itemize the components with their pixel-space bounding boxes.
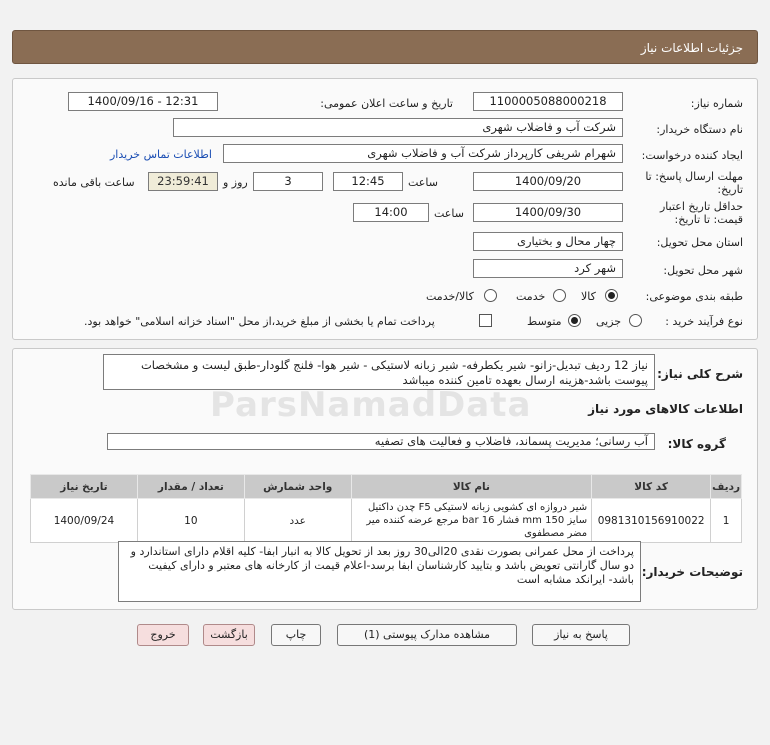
process-label: نوع فرآیند خرید :	[665, 315, 743, 328]
cell-date: 1400/09/24	[31, 499, 138, 543]
deadline-label-2: تاریخ:	[717, 183, 743, 196]
page-title: جزئیات اطلاعات نیاز	[640, 41, 743, 55]
goods-group-field: آب رسانی؛ مدیریت پسماند، فاضلاب و فعالیت های تصفیه	[107, 433, 655, 450]
goods-group-label: گروه کالا:	[667, 437, 726, 451]
process-option-minor: جزیی	[596, 315, 622, 328]
treasury-payment-checkbox[interactable]	[479, 314, 492, 327]
announce-label: تاریخ و ساعت اعلان عمومی:	[320, 97, 453, 110]
validity-time-label: ساعت	[434, 207, 464, 220]
cell-qty: 10	[137, 499, 244, 543]
col-unit: واحد شمارش	[244, 475, 351, 499]
need-number-label: شماره نیاز:	[690, 97, 743, 110]
col-qty: تعداد / مقدار	[137, 475, 244, 499]
col-code: کد کالا	[592, 475, 711, 499]
buyer-notes-label: توضیحات خریدار:	[641, 565, 743, 579]
col-date: تاریخ نیاز	[31, 475, 138, 499]
category-radio-goods[interactable]	[605, 289, 618, 302]
province-label: استان محل تحویل:	[656, 236, 743, 249]
general-desc-field: نیاز 12 ردیف تبدیل-زانو- شیر یکطرفه- شیر زبانه لاستیکی - شیر هوا- فلنج گلودار-طبق لیست و مشخصات پیوست باشد-هزینه ارسال بعهده تامین کننده میباشد	[103, 354, 655, 390]
validity-label-2: قیمت: تا تاریخ:	[674, 213, 743, 226]
category-option-service: خدمت	[516, 290, 546, 303]
process-radio-minor[interactable]	[629, 314, 642, 327]
deadline-time-label: ساعت	[408, 176, 438, 189]
need-number-field: 1100005088000218	[473, 92, 623, 111]
category-option-goods: کالا	[581, 290, 596, 303]
announce-field: 1400/09/16 - 12:31	[68, 92, 218, 111]
remaining-time-field: 23:59:41	[148, 172, 218, 191]
remaining-label: ساعت باقی مانده	[53, 176, 135, 189]
attachments-button[interactable]: مشاهده مدارک پیوستی (1)	[337, 624, 517, 646]
treasury-payment-note: پرداخت تمام یا بخشی از مبلغ خرید،از محل "اسناد خزانه اسلامی" خواهد بود.	[84, 315, 435, 328]
table-row	[31, 499, 742, 543]
validity-label-1: حداقل تاریخ اعتبار	[659, 200, 743, 213]
cell-unit: عدد	[244, 499, 351, 543]
watermark: ParsNamadData	[210, 385, 532, 425]
city-field: شهر کرد	[473, 259, 623, 278]
general-desc-label: شرح کلی نیاز:	[657, 367, 743, 381]
validity-date-field: 1400/09/30	[473, 203, 623, 222]
deadline-time-field: 12:45	[333, 172, 403, 191]
city-label: شهر محل تحویل:	[663, 264, 743, 277]
process-option-medium: متوسط	[527, 315, 562, 328]
category-option-both: کالا/خدمت	[426, 290, 474, 303]
category-radio-service[interactable]	[553, 289, 566, 302]
creator-label: ایجاد کننده درخواست:	[641, 149, 743, 162]
cell-name: شیر دروازه ای کشویی زبانه لاستیکی F5 چدن داکتیل سایز 150 mm فشار 16 bar مرجع عرضه کننده میر مضر مصطفوی	[351, 499, 591, 543]
buyer-label: نام دستگاه خریدار:	[656, 123, 743, 136]
reply-button[interactable]: پاسخ به نیاز	[532, 624, 630, 646]
process-radio-medium[interactable]	[568, 314, 581, 327]
page-header	[12, 30, 758, 64]
buyer-notes-field: پرداخت از محل عمرانی بصورت نقدی 20الی30 روز بعد از تحویل کالا به انبار ابفا- کلیه اقلام دارای استاندارد و دو سال گارانتی تعویض باشد و بتایید کارشناسان ابفا برسد-اعلام قیمت از کارخانه های معتبر و دارای کیفیت باشد- ایرانکد مشابه است	[118, 541, 641, 602]
province-field: چهار محال و بختیاری	[473, 232, 623, 251]
deadline-label-1: مهلت ارسال پاسخ: تا	[645, 170, 743, 183]
col-row: ردیف	[711, 475, 742, 499]
days-field: 3	[253, 172, 323, 191]
validity-time-field: 14:00	[353, 203, 429, 222]
deadline-date-field: 1400/09/20	[473, 172, 623, 191]
days-label: روز و	[223, 176, 248, 189]
category-label: طبقه بندی موضوعی:	[645, 290, 743, 303]
col-name: نام کالا	[351, 475, 591, 499]
cell-code: 0981310156910022	[592, 499, 711, 543]
print-button[interactable]: چاپ	[271, 624, 321, 646]
buyer-field: شرکت آب و فاضلاب شهری	[173, 118, 623, 137]
cell-row: 1	[711, 499, 742, 543]
contact-buyer-link[interactable]: اطلاعات تماس خریدار	[110, 148, 212, 161]
creator-field: شهرام شریفی کارپرداز شرکت آب و فاضلاب شهری	[223, 144, 623, 163]
goods-table-header	[31, 475, 742, 499]
back-button[interactable]: بازگشت	[203, 624, 255, 646]
category-radio-both[interactable]	[484, 289, 497, 302]
goods-info-title: اطلاعات کالاهای مورد نیاز	[588, 402, 743, 416]
goods-table	[30, 474, 742, 543]
exit-button[interactable]: خروج	[137, 624, 189, 646]
